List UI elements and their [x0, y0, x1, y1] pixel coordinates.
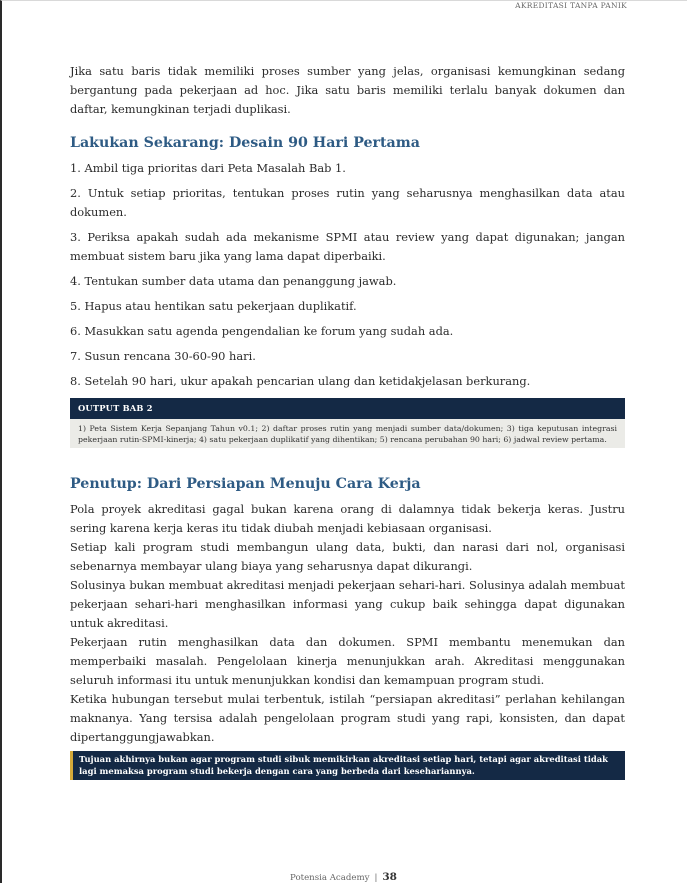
- list-item: 5. Hapus atau hentikan satu pekerjaan duplikatif.: [70, 299, 357, 313]
- closing-paragraph: Pola proyek akreditasi gagal bukan karena orang di dalamnya tidak bekerja keras. Justru sering karena kerja keras itu tidak diubah menjadi kebiasaan organisasi.: [70, 502, 625, 535]
- closing-paragraph: Pekerjaan rutin menghasilkan data dan dokumen. SPMI membantu menemukan dan memperbaiki masalah. Pengelolaan kinerja menunjukkan arah. Akreditasi menggunakan seluruh informasi itu untuk menunjukkan kondisi dan kemampuan program studi.: [70, 635, 625, 687]
- list-item: 6. Masukkan satu agenda pengendalian ke forum yang sudah ada.: [70, 324, 454, 338]
- page-content: [70, 62, 625, 780]
- list-item: 4. Tentukan sumber data utama dan penanggung jawab.: [70, 274, 397, 288]
- output-box: [70, 398, 625, 448]
- list-item: 3. Periksa apakah sudah ada mekanisme SPMI atau review yang dapat digunakan; jangan membuat sistem baru jika yang lama dapat diperbaiki.: [70, 230, 625, 263]
- list-item: 1. Ambil tiga prioritas dari Peta Masalah Bab 1.: [70, 161, 346, 175]
- page-footer: [0, 871, 687, 883]
- action-steps-list: [70, 159, 625, 391]
- section-title-closing: Penutup: Dari Persiapan Menuju Cara Kerja: [70, 476, 421, 492]
- intro-paragraph: Jika satu baris tidak memiliki proses sumber yang jelas, organisasi kemungkinan sedang bergantung pada pekerjaan ad hoc. Jika satu baris memiliki terlalu banyak dokumen dan daftar, kemungkinan terjadi duplikasi.: [70, 64, 625, 116]
- section-title-action: Lakukan Sekarang: Desain 90 Hari Pertama: [70, 135, 420, 151]
- closing-callout: Tujuan akhirnya bukan agar program studi sibuk memikirkan akreditasi setiap hari, tetapi agar akreditasi tidak lagi memaksa program studi bekerja dengan cara yang berbeda dari kesehariannya.: [70, 751, 625, 780]
- footer-separator: |: [374, 873, 378, 883]
- running-header: AKREDITASI TANPA PANIK: [515, 1, 627, 10]
- footer-publisher: Potensia Academy: [290, 873, 370, 883]
- closing-paragraph: Setiap kali program studi membangun ulang data, bukti, dan narasi dari nol, organisasi sebenarnya membayar ulang biaya yang seharusnya dapat dikurangi.: [70, 540, 625, 573]
- page-number: 38: [382, 871, 397, 883]
- list-item: 8. Setelah 90 hari, ukur apakah pencarian ulang dan ketidakjelasan berkurang.: [70, 374, 531, 388]
- output-box-heading: OUTPUT BAB 2: [70, 398, 625, 419]
- closing-paragraph: Ketika hubungan tersebut mulai terbentuk, istilah “persiapan akreditasi” perlahan kehilangan maknanya. Yang tersisa adalah pengelolaan program studi yang rapi, konsisten, dan dapat dipertanggungjawabkan.: [70, 692, 625, 744]
- list-item: 7. Susun rencana 30-60-90 hari.: [70, 349, 256, 363]
- output-box-text: 1) Peta Sistem Kerja Sepanjang Tahun v0.1; 2) daftar proses rutin yang menjadi sumber data/dokumen; 3) tiga keputusan integrasi pekerjaan rutin-SPMI-kinerja; 4) satu pekerjaan duplikatif yang dihentikan; 5) rencana perubahan 90 hari; 6) jadwal review pertama.: [70, 419, 625, 448]
- closing-paragraphs: [70, 500, 625, 747]
- closing-paragraph: Solusinya bukan membuat akreditasi menjadi pekerjaan sehari-hari. Solusinya adalah membuat pekerjaan sehari-hari menghasilkan informasi yang cukup baik sehingga dapat digunakan untuk akreditasi.: [70, 578, 625, 630]
- list-item: 2. Untuk setiap prioritas, tentukan proses rutin yang seharusnya menghasilkan data atau dokumen.: [70, 186, 625, 219]
